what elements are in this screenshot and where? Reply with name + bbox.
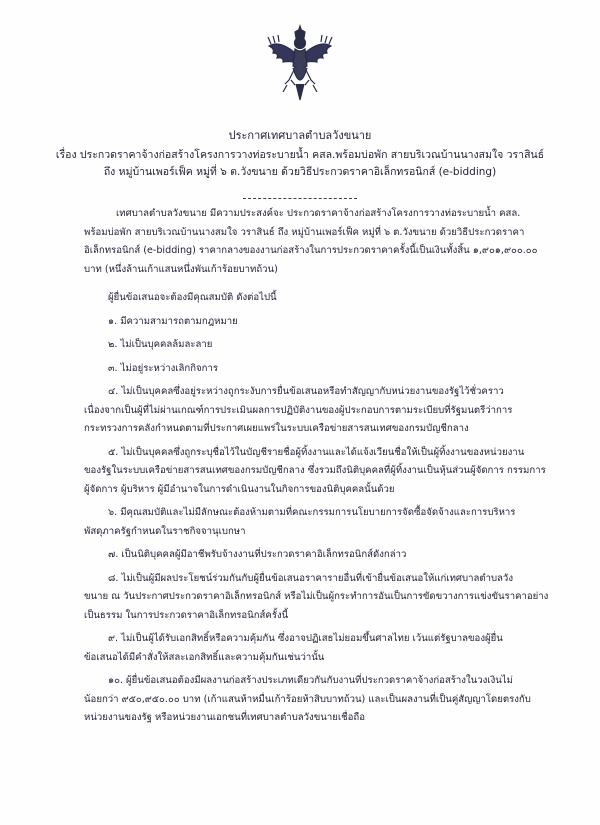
qualification-item <box>84 570 558 626</box>
intro-line: อิเล็กทรอนิกส์ (e-bidding) ราคากลางของงานก่อสร้างในการประกวดราคาครั้งนี้เป็นเงินทั้งสิ้น ๑,๙๐๑,๙๐๐.๐๐ <box>84 245 538 256</box>
qualification-item <box>84 383 558 439</box>
qualification-line: ๗. เป็นนิติบุคคลผู้มีอาชีพรับจ้างงานที่ประกวดราคาอิเล็กทรอนิกส์ดังกล่าว <box>108 549 407 560</box>
announcement-body <box>84 205 558 728</box>
intro-line: เทศบาลตำบลวังขนาย มีความประสงค์จะ ประกวดราคาจ้างก่อสร้างโครงการวางท่อระบายน้ำ คสล. <box>116 208 521 219</box>
qualification-item <box>84 336 558 355</box>
qualification-line: ขนาย ณ วันประกาศประกวดราคาอิเล็กทรอนิกส์ หรือไม่เป็นผู้กระทำการอันเป็นการขัดขวางการแข่งขันราคาอย่าง <box>84 591 549 602</box>
qualification-line: ๒. ไม่เป็นบุคคลล้มละลาย <box>108 339 213 350</box>
qualification-line: ข้อเสนอได้มีคำสั่งให้สละเอกสิทธิ์และความคุ้มกันเช่นว่านั้น <box>84 651 325 663</box>
intro-line: พร้อมบ่อพัก สายบริเวณบ้านนางสมใจ วราสินธ์ ถึง หมู่บ้านเพอร์เฟ็ค หมู่ที่ ๖ ต.วังขนาย ด้วยวิธีประกวดราคา <box>84 226 525 238</box>
announcement-subject <box>40 147 560 181</box>
qualification-line: ๙. ไม่เป็นผู้ได้รับเอกสิทธิ์หรือความคุ้มกัน ซึ่งอาจปฏิเสธไม่ยอมขึ้นศาลไทย เว้นแต่รัฐบาลของผู้ยื่น <box>108 633 503 644</box>
qualification-line: ๔. ไม่เป็นบุคคลซึ่งอยู่ระหว่างถูกระงับการยื่นข้อเสนอหรือทำสัญญากับหน่วยงานของรัฐไว้ชั่วคราว <box>108 386 504 397</box>
qualification-item <box>84 504 558 541</box>
qualifications-heading: ผู้ยื่นข้อเสนอจะต้องมีคุณสมบัติ ดังต่อไปนี้ <box>108 292 277 303</box>
qualification-line: น้อยกว่า ๙๕๐,๙๕๐.๐๐ บาท (เก้าแสนห้าหมื่นเก้าร้อยห้าสิบบาทถ้วน) และเป็นผลงานที่เป็นคู่สัญญาโดยตรงกับ <box>84 693 531 705</box>
qualification-line: ๕. ไม่เป็นบุคคลซึ่งถูกระบุชื่อไว้ในบัญชีรายชื่อผู้ทิ้งงานและได้แจ้งเวียนชื่อให้เป็นผู้ทิ้งงานของหน่วยงาน <box>108 446 525 458</box>
qualification-item <box>84 546 558 565</box>
qualification-line: เป็นธรรม ในการประกวดราคาอิเล็กทรอนิกส์ครั้งนี้ <box>84 609 289 621</box>
qualification-line: กระทรวงการคลังกำหนดตามที่ประกาศเผยแพร่ในระบบเครือข่ายสารสนเทศของกรมบัญชีกลาง <box>84 423 469 434</box>
title-separator <box>243 198 357 199</box>
qualification-line: พัสดุภาครัฐกำหนดในราชกิจจานุเบกษา <box>84 525 246 537</box>
qualification-line: ของรัฐในระบบเครือข่ายสารสนเทศของกรมบัญชีกลาง ซึ่งรวมถึงนิติบุคคลที่ผู้ทิ้งงานเป็นหุ้นส่วนผู้จัดการ กรรมการ <box>84 465 546 476</box>
qualification-line: ผู้จัดการ ผู้บริหาร ผู้มีอำนาจในการดำเนินงานในกิจการของนิติบุคคลนั้นด้วย <box>84 483 395 495</box>
qualification-item <box>84 630 558 667</box>
qualification-line: ๘. ไม่เป็นผู้มีผลประโยชน์ร่วมกันกับผู้ยื่นข้อเสนอราคารายอื่นที่เข้ายื่นข้อเสนอให้แก่เทศบาลตำบลวัง <box>108 572 514 584</box>
qualification-item <box>84 313 558 332</box>
intro-paragraph <box>84 205 558 279</box>
qualification-item <box>84 360 558 379</box>
qualification-item <box>84 672 558 728</box>
qualification-line: ๑. มีความสามารถตามกฎหมาย <box>108 315 238 327</box>
qualification-line: เนื่องจากเป็นผู้ที่ไม่ผ่านเกณฑ์การประเมินผลการปฏิบัติงานของผู้ประกอบการตามระเบียบที่รัฐมนตรีว่าการ <box>84 404 513 416</box>
intro-line: บาท (หนึ่งล้านเก้าแสนหนึ่งพันเก้าร้อยบาทถ้วน) <box>84 263 278 275</box>
qualification-item <box>84 444 558 500</box>
qualification-line: ๑๐. ผู้ยื่นข้อเสนอต้องมีผลงานก่อสร้างประเภทเดียวกันกับงานที่ประกวดราคาจ้างก่อสร้างในวงเงินไม่ <box>108 675 513 686</box>
garuda-emblem-icon <box>265 22 335 104</box>
announcement-title: ประกาศเทศบาลตำบลวังขนาย <box>228 129 372 142</box>
qualification-line: หน่วยงานของรัฐ หรือหน่วยงานเอกชนที่เทศบาลตำบลวังขนายเชื่อถือ <box>84 712 365 723</box>
qualification-line: ๖. มีคุณสมบัติและไม่มีลักษณะต้องห้ามตามที่คณะกรรมการนโยบายการจัดซื้อจัดจ้างและการบริหาร <box>108 507 516 518</box>
subject-line: เรื่อง ประกวดราคาจ้างก่อสร้างโครงการวางท่อระบายน้ำ คสล.พร้อมบ่อพัก สายบริเวณบ้านนางสมใจ วราสินธ์ <box>55 149 545 161</box>
qualification-line: ๓. ไม่อยู่ระหว่างเลิกกิจการ <box>108 362 219 374</box>
subject-line: ถึง หมู่บ้านเพอร์เฟ็ค หมู่ที่ ๖ ต.วังขนาย ด้วยวิธีประกวดราคาอิเล็กทรอนิกส์ (e-bidding) <box>103 166 497 178</box>
